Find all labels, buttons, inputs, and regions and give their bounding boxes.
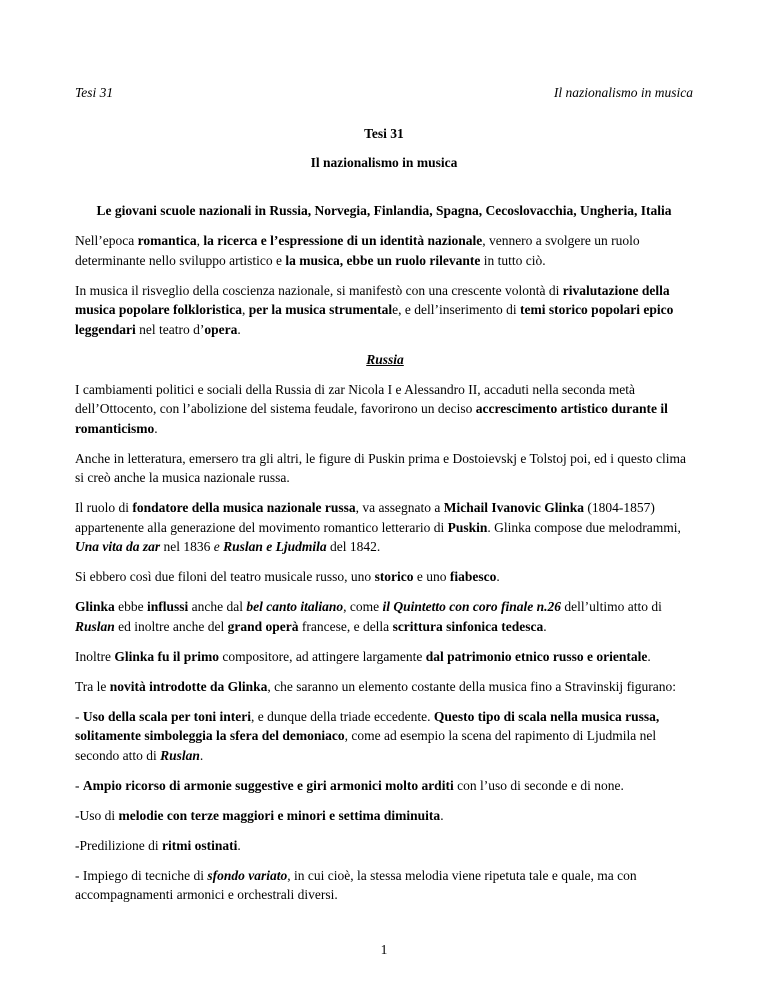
text-run: . Glinka compose due melodrammi,: [487, 519, 681, 535]
page-number: 1: [380, 942, 388, 957]
text-run: accrescimento artistico durante il romanticismo: [75, 401, 668, 436]
text-run: del 1842.: [326, 539, 381, 554]
text-run: ,: [242, 302, 249, 317]
body-text: [75, 231, 695, 915]
text-run: , come ad esempio la scena del rapimento di Ljudmila nel secondo atto di: [75, 728, 657, 763]
text-run: ebbe: [114, 599, 148, 614]
text-run: , in cui cioè, la stessa melodia viene ripetuta tale e quale, ma con accompagnamenti armonici e orchestrali diversi.: [75, 867, 637, 902]
text-run: e, e dell’inserimento di: [392, 302, 520, 317]
text-run: , come: [343, 599, 383, 614]
text-run: Ruslan: [160, 747, 200, 763]
header-right: Il nazionalismo in musica: [553, 85, 693, 100]
paragraph: [75, 449, 695, 488]
text-run: francese, e della: [298, 618, 393, 634]
paragraph: [75, 231, 695, 270]
text-run: e: [213, 539, 220, 554]
text-run: ritmi ostinati: [161, 837, 238, 853]
text-run: Una vita da zar: [75, 539, 161, 554]
text-run: Si ebbero così due filoni del teatro musicale russo, uno: [75, 569, 375, 584]
text-run: Anche in letteratura, emersero tra gli altri, le figure di Puskin prima e Dostoievskj e Tolstoj poi, ed i questo clima si creò anche la musica nazionale russa.: [75, 450, 687, 485]
text-run: Glinka fu il primo: [114, 648, 220, 664]
text-run: Nell’epoca: [75, 233, 138, 248]
text-run: fiabesco: [449, 569, 497, 584]
paragraph: [75, 597, 695, 636]
text-run: rivalutazione della musica popolare folkloristica: [75, 282, 670, 317]
paragraph: [75, 281, 695, 340]
russia-heading: Russia: [366, 351, 404, 367]
text-run: , va assegnato a: [355, 500, 444, 515]
text-run: ed inoltre anche del: [114, 618, 228, 634]
text-run: I cambiamenti politici e sociali della Russia di zar Nicola I e Alessandro II, accaduti nella seconda metà dell’Ottocento, con l’abolizione del sistema feudale, favorirono un deciso: [75, 381, 636, 416]
text-run: Questo tipo di scala nella musica russa, solitamente simboleggia la sfera del demoniaco: [75, 708, 660, 743]
text-run: nel 1836: [160, 539, 214, 554]
text-run: .: [543, 618, 547, 634]
document-subtitle: Il nazionalismo in musica: [310, 155, 458, 170]
section-heading: Le giovani scuole nazionali in Russia, Norvegia, Finlandia, Spagna, Cecoslovacchia, Ungheria, Italia: [96, 203, 672, 218]
text-run: .: [496, 569, 500, 584]
text-run: Tra le: [75, 678, 110, 694]
text-run: -Uso di: [75, 807, 119, 823]
text-run: con l’uso di seconde e di none.: [453, 777, 624, 793]
text-run: sfondo variato: [207, 867, 288, 883]
text-run: opera: [204, 321, 238, 337]
text-run: la ricerca e l’espressione di un identità nazionale: [203, 233, 483, 248]
text-run: .: [237, 837, 241, 853]
text-run: grand operà: [227, 618, 299, 634]
text-run: fondatore della musica nazionale russa: [132, 500, 356, 515]
text-run: -Predilizione di: [75, 837, 162, 853]
text-run: novità introdotte da Glinka: [109, 678, 268, 694]
paragraph: [75, 806, 695, 826]
text-run: Ampio ricorso di armonie suggestive e giri armonici molto arditi: [82, 777, 454, 793]
text-run: in tutto ciò.: [480, 252, 546, 268]
text-run: Ruslan e Ljudmila: [223, 539, 327, 554]
text-run: scrittura sinfonica tedesca: [392, 618, 544, 634]
text-run: romantica: [137, 233, 197, 248]
text-run: -: [75, 777, 83, 793]
text-run: Uso della scala per toni interi: [82, 708, 251, 724]
text-run: Il ruolo di: [75, 500, 133, 515]
text-run: e uno: [413, 569, 450, 584]
text-run: storico: [374, 569, 414, 584]
text-run: Ruslan: [75, 618, 115, 634]
text-run: Puskin: [447, 519, 488, 535]
text-run: il Quintetto con coro finale n.26: [382, 599, 562, 614]
paragraph: [75, 866, 695, 905]
document-title: Tesi 31: [364, 126, 404, 141]
paragraph: [75, 647, 695, 667]
text-run: la musica, ebbe un ruolo rilevante: [285, 252, 481, 268]
text-run: nel teatro d’: [135, 321, 205, 337]
text-run: .: [440, 807, 444, 823]
text-run: compositore, ad attingere largamente: [219, 648, 426, 664]
header-left: Tesi 31: [75, 85, 114, 100]
text-run: dal patrimonio etnico russo e orientale: [425, 648, 648, 664]
text-run: - Impiego di tecniche di: [75, 867, 208, 883]
text-run: .: [199, 747, 204, 763]
text-run: .: [647, 648, 651, 664]
text-run: In musica il risveglio della coscienza nazionale, si manifestò con una crescente volontà di: [75, 282, 563, 298]
text-run: dell’ultimo atto di: [561, 599, 662, 614]
paragraph: [75, 567, 695, 587]
paragraph: [75, 380, 695, 439]
text-run: melodie con terze maggiori e minori e settima diminuita: [118, 807, 441, 823]
text-run: Glinka: [75, 599, 115, 614]
paragraph: [75, 498, 695, 557]
text-run: (1804-1857) appartenente alla generazione del movimento romantico letterario di: [75, 500, 655, 535]
text-run: .: [154, 420, 158, 436]
text-run: anche dal: [188, 599, 247, 614]
text-run: , e dunque della triade eccedente.: [251, 708, 434, 724]
text-run: , vennero a svolgere un ruolo determinante nello sviluppo artistico e: [75, 233, 640, 268]
text-run: , che saranno un elemento costante della musica fino a Stravinskij figurano:: [267, 678, 677, 694]
text-run: influssi: [147, 599, 189, 614]
paragraph: [75, 776, 695, 796]
text-run: ,: [196, 233, 204, 248]
text-run: .: [237, 321, 241, 337]
text-run: -: [75, 708, 83, 724]
paragraph: [75, 836, 695, 856]
text-run: bel canto italiano: [246, 599, 344, 614]
text-run: Michail Ivanovic Glinka: [443, 500, 585, 515]
paragraph: [75, 677, 695, 697]
text-run: Inoltre: [75, 648, 115, 664]
paragraph: [75, 707, 695, 766]
text-run: per la musica strumental: [248, 302, 393, 317]
text-run: temi storico popolari epico leggendari: [75, 302, 674, 337]
